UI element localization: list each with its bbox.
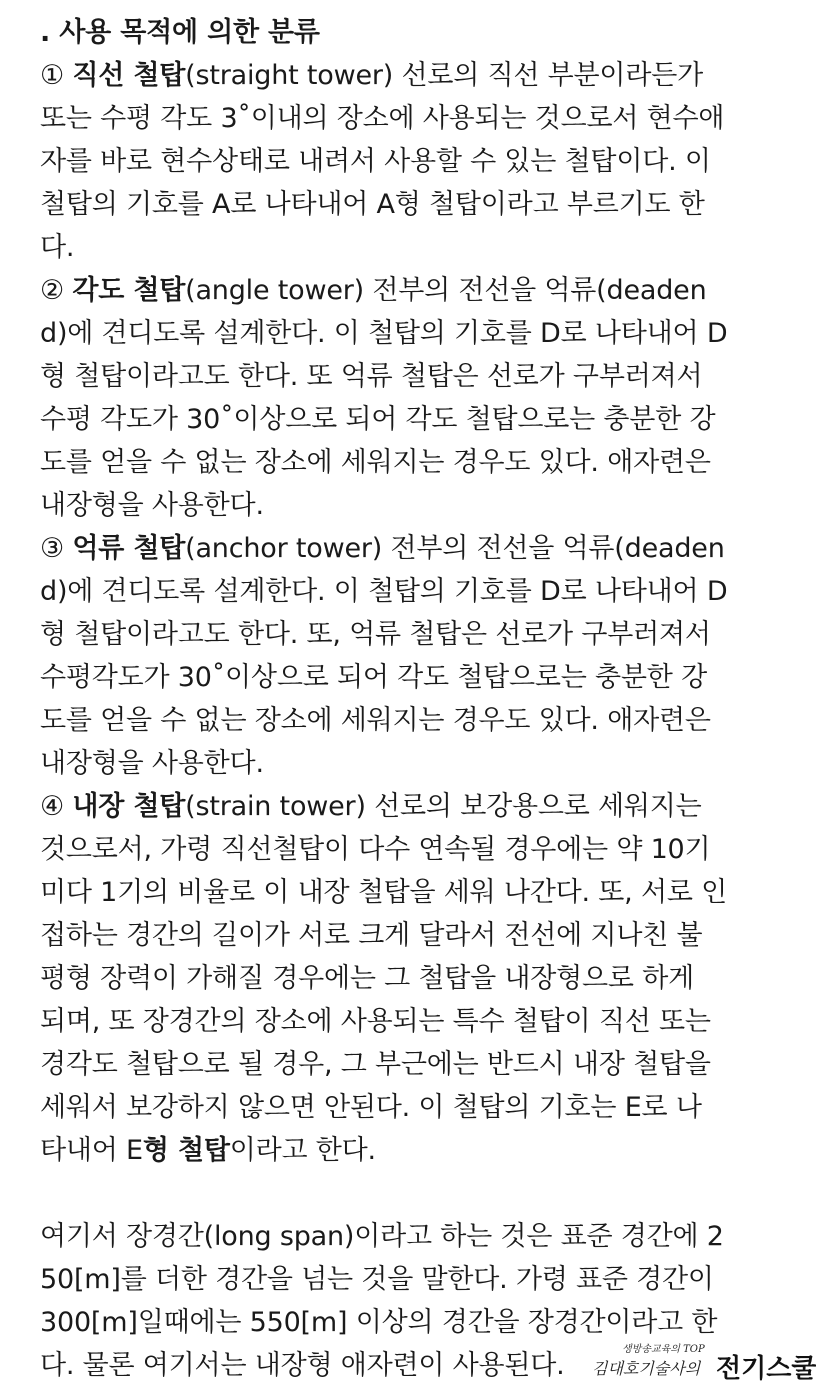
text-segment: 다. [40, 232, 75, 263]
text-segment: 여기서 장경간(long span)이라고 하는 것은 표준 경간에 2 [40, 1221, 724, 1252]
text-line [40, 1086, 702, 1129]
text-line [40, 312, 727, 355]
text-line [40, 1344, 565, 1387]
text-segment: 평형 장력이 가해질 경우에는 그 철탑을 내장형으로 하게 [40, 963, 694, 994]
watermark-author: 김대호기술사의 [592, 1359, 701, 1378]
text-segment: 50[m]를 더한 경간을 넘는 것을 말한다. 가령 표준 경간이 [40, 1264, 714, 1295]
bold-term: 각도 철탑 [72, 275, 186, 306]
text-line [40, 871, 727, 914]
text-segment: ① [40, 60, 73, 91]
text-segment: 것으로서, 가령 직선철탑이 다수 연속될 경우에는 약 10기 [40, 834, 711, 865]
text-line [40, 226, 74, 269]
text-line [40, 742, 264, 785]
text-line [40, 11, 320, 54]
text-line [40, 656, 707, 699]
text-segment: 300[m]일때에는 550[m] 이상의 경간을 장경간이라고 한 [40, 1307, 718, 1338]
text-segment: (anchor tower) 전부의 전선을 억류(deaden [185, 533, 725, 564]
bold-term: 형 철탑 [142, 1135, 230, 1166]
text-line [40, 54, 703, 97]
text-line [40, 699, 711, 742]
text-segment: 내장형을 사용한다. [40, 490, 264, 521]
text-line [40, 1258, 714, 1301]
text-segment: 수평각도가 30˚이상으로 되어 각도 철탑으로는 충분한 강 [40, 662, 707, 693]
text-segment: 수평 각도가 30˚이상으로 되어 각도 철탑으로는 충분한 강 [40, 404, 716, 435]
text-segment: ② [40, 275, 73, 306]
text-segment: 미다 1기의 비율로 이 내장 철탑을 세워 나간다. 또, 서로 인 [40, 877, 727, 908]
text-segment: 접하는 경간의 길이가 서로 크게 달라서 전선에 지나친 불 [40, 920, 703, 951]
text-line [40, 527, 725, 570]
text-segment: 내장형을 사용한다. [40, 748, 264, 779]
text-segment: (angle tower) 전부의 전선을 억류(deaden [185, 275, 707, 306]
watermark-tagline: 생방송교육의 TOP [622, 1344, 705, 1355]
text-line [40, 785, 702, 828]
text-segment: ④ [40, 791, 73, 822]
text-line [40, 441, 711, 484]
text-segment: 도를 얻을 수 없는 장소에 세워지는 경우도 있다. 애자련은 [40, 705, 711, 736]
text-line [40, 1043, 711, 1086]
text-segment: 타내어 E [40, 1135, 143, 1166]
text-segment: 이라고 한다. [229, 1135, 376, 1166]
text-line [40, 613, 711, 656]
text-segment: (straight tower) 선로의 직선 부분이라든가 [185, 60, 703, 91]
text-segment: d)에 견디도록 설계한다. 이 철탑의 기호를 D로 나타내어 D [40, 576, 728, 607]
text-segment: d)에 견디도록 설계한다. 이 철탑의 기호를 D로 나타내어 D [40, 318, 728, 349]
bold-term: 직선 철탑 [72, 60, 186, 91]
text-line [40, 398, 715, 441]
bold-term: 내장 철탑 [72, 791, 186, 822]
text-line [40, 140, 711, 183]
text-line [40, 269, 706, 312]
text-segment: 자를 바로 현수상태로 내려서 사용할 수 있는 철탑이다. 이 [40, 146, 711, 177]
text-segment: 또는 수평 각도 3˚이내의 장소에 사용되는 것으로서 현수애 [40, 103, 725, 134]
text-line [40, 183, 705, 226]
text-line [40, 957, 694, 1000]
text-segment: 세워서 보강하지 않으면 안된다. 이 철탑의 기호는 E로 나 [40, 1092, 702, 1123]
text-segment: ③ [40, 533, 73, 564]
text-segment: (strain tower) 선로의 보강용으로 세워지는 [185, 791, 702, 822]
bold-term: . 사용 목적에 의한 분류 [40, 17, 320, 48]
text-segment: 형 철탑이라고도 한다. 또 억류 철탑은 선로가 구부러져서 [40, 361, 703, 392]
text-segment: 경각도 철탑으로 될 경우, 그 부근에는 반드시 내장 철탑을 [40, 1049, 711, 1080]
text-segment: 철탑의 기호를 A로 나타내어 A형 철탑이라고 부르기도 한 [40, 189, 705, 220]
text-segment: 되며, 또 장경간의 장소에 사용되는 특수 철탑이 직선 또는 [40, 1006, 711, 1037]
text-segment: 도를 얻을 수 없는 장소에 세워지는 경우도 있다. 애자련은 [40, 447, 711, 478]
text-line [40, 484, 264, 527]
text-line [40, 97, 724, 140]
text-line [40, 355, 702, 398]
text-line [40, 1000, 711, 1043]
text-line [40, 1129, 376, 1172]
text-line [40, 828, 710, 871]
watermark-brand: 전기스쿨 [716, 1354, 816, 1384]
text-line [40, 914, 702, 957]
text-line [40, 570, 727, 613]
text-segment: 다. 물론 여기서는 내장형 애자련이 사용된다. [40, 1350, 565, 1381]
bold-term: 억류 철탑 [72, 533, 186, 564]
text-segment: 형 철탑이라고도 한다. 또, 억류 철탑은 선로가 구부러져서 [40, 619, 711, 650]
text-line [40, 1215, 724, 1258]
watermark-logo [590, 1338, 816, 1389]
